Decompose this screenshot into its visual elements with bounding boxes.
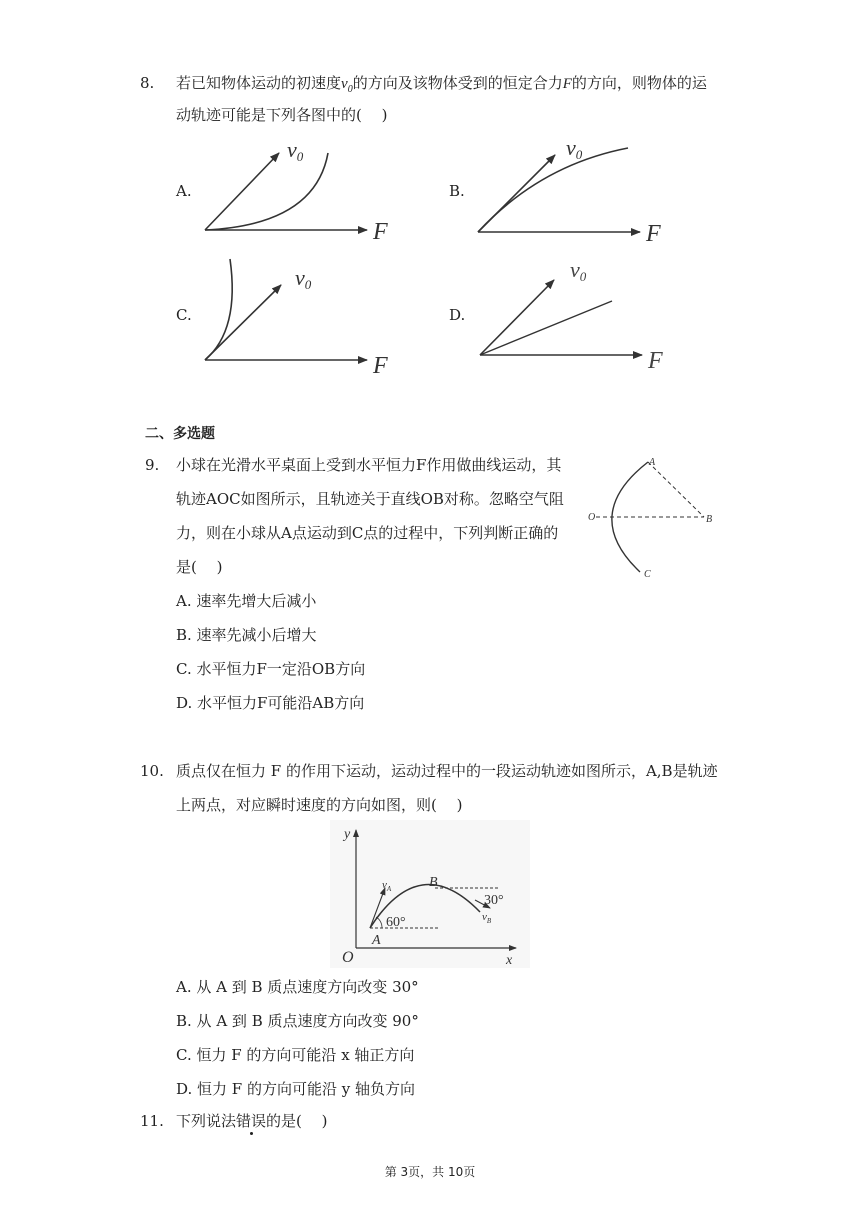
q8-v0-symbol: v — [341, 76, 348, 92]
x-axis-label: x — [506, 953, 513, 968]
origin-label: O — [342, 949, 354, 966]
point-b-label: B — [429, 875, 438, 890]
q10-option-d: D. 恒力 F 的方向可能沿 y 轴负方向 — [176, 1080, 415, 1098]
v0-label: v0 — [295, 265, 312, 292]
f-label: F — [373, 353, 388, 379]
y-axis-label: y — [344, 827, 351, 842]
q10-option-c: C. 恒力 F 的方向可能沿 x 轴正方向 — [176, 1046, 415, 1064]
q9-line2: 轨迹AOC如图所示，且轨迹关于直线OB对称。忽略空气阻 — [176, 490, 564, 508]
q8-option-b-label: B. — [449, 182, 465, 200]
q9-option-a: A. 速率先增大后减小 — [176, 592, 317, 610]
q10-line1: 质点仅在恒力 F 的作用下运动，运动过程中的一段运动轨迹如图所示，A,B是轨迹 — [176, 762, 718, 780]
trajectory-curve — [205, 153, 328, 230]
f-label: F — [648, 348, 663, 374]
v0-label: v0 — [570, 257, 587, 284]
q8-option-a-label: A. — [176, 182, 192, 200]
q8-figure-c — [195, 255, 405, 380]
q10-line2: 上两点，对应瞬时速度的方向如图，则( ) — [176, 796, 463, 814]
q8-option-c-label: C. — [176, 306, 192, 324]
q8-v0-subscript: 0 — [347, 84, 353, 95]
v0-label: v0 — [287, 137, 304, 164]
q9-figure — [580, 450, 725, 585]
q11-line1 — [176, 1111, 328, 1131]
page-footer: 第 3页，共 10页 — [384, 1165, 476, 1179]
angle-30-label: 30° — [484, 893, 504, 908]
f-label: F — [373, 219, 388, 245]
q8-figure-a — [195, 135, 405, 250]
q9-option-c: C. 水平恒力F一定沿OB方向 — [176, 660, 366, 678]
q11-emphasis: 错误 — [236, 1112, 267, 1130]
q8-figure-d — [470, 255, 680, 380]
q8-line2: 动轨迹可能是下列各图中的( ) — [176, 106, 388, 124]
point-o-label: O — [588, 512, 596, 523]
line-ab — [648, 462, 704, 517]
q8-line1 — [176, 73, 707, 100]
q9-number: 9. — [145, 456, 160, 474]
angle-60-label: 60° — [386, 915, 406, 930]
q10-number: 10. — [140, 762, 164, 780]
q8-number: 8. — [140, 74, 155, 92]
q8-line1-part-c: 的方向，则物体的运 — [571, 74, 707, 92]
q8-option-d-label: D. — [449, 306, 466, 324]
point-a-label: A — [372, 933, 381, 948]
trajectory-curve — [205, 259, 232, 360]
vb-label: $v_B$ — [482, 911, 492, 925]
q8-line1-part-b: 的方向及该物体受到的恒定合力 — [352, 74, 563, 92]
q10-option-b: B. 从 A 到 B 质点速度方向改变 90° — [176, 1012, 419, 1030]
q9-line1: 小球在光滑水平桌面上受到水平恒力F作用做曲线运动，其 — [176, 456, 562, 474]
q8-f-symbol: F — [562, 76, 572, 92]
v0-label: v0 — [566, 135, 583, 162]
q11-number: 11. — [140, 1112, 164, 1130]
q10-figure — [330, 820, 530, 968]
point-b-label: B — [706, 514, 713, 525]
section-title-multiple-choice: 二、多选题 — [145, 426, 215, 442]
q8-figure-b — [470, 135, 680, 250]
va-label: $v_A$ — [382, 879, 392, 893]
f-label: F — [646, 221, 661, 247]
point-a-label: A — [649, 457, 656, 468]
trajectory-curve — [478, 148, 628, 232]
velocity-arrow — [480, 280, 554, 355]
trajectory-line — [480, 301, 612, 355]
q9-line3: 力，则在小球从A点运动到C点的过程中，下列判断正确的 — [176, 524, 559, 542]
q9-line4: 是( ) — [176, 558, 223, 576]
point-c-label: C — [644, 569, 651, 580]
q11-text-a: 下列说法 — [176, 1112, 237, 1130]
q10-option-a: A. 从 A 到 B 质点速度方向改变 30° — [176, 978, 419, 996]
q8-line1-part-a: 若已知物体运动的初速度 — [176, 74, 342, 92]
q11-text-b: 的是( ) — [266, 1112, 328, 1130]
q9-option-b: B. 速率先减小后增大 — [176, 626, 317, 644]
q9-option-d: D. 水平恒力F可能沿AB方向 — [176, 694, 365, 712]
